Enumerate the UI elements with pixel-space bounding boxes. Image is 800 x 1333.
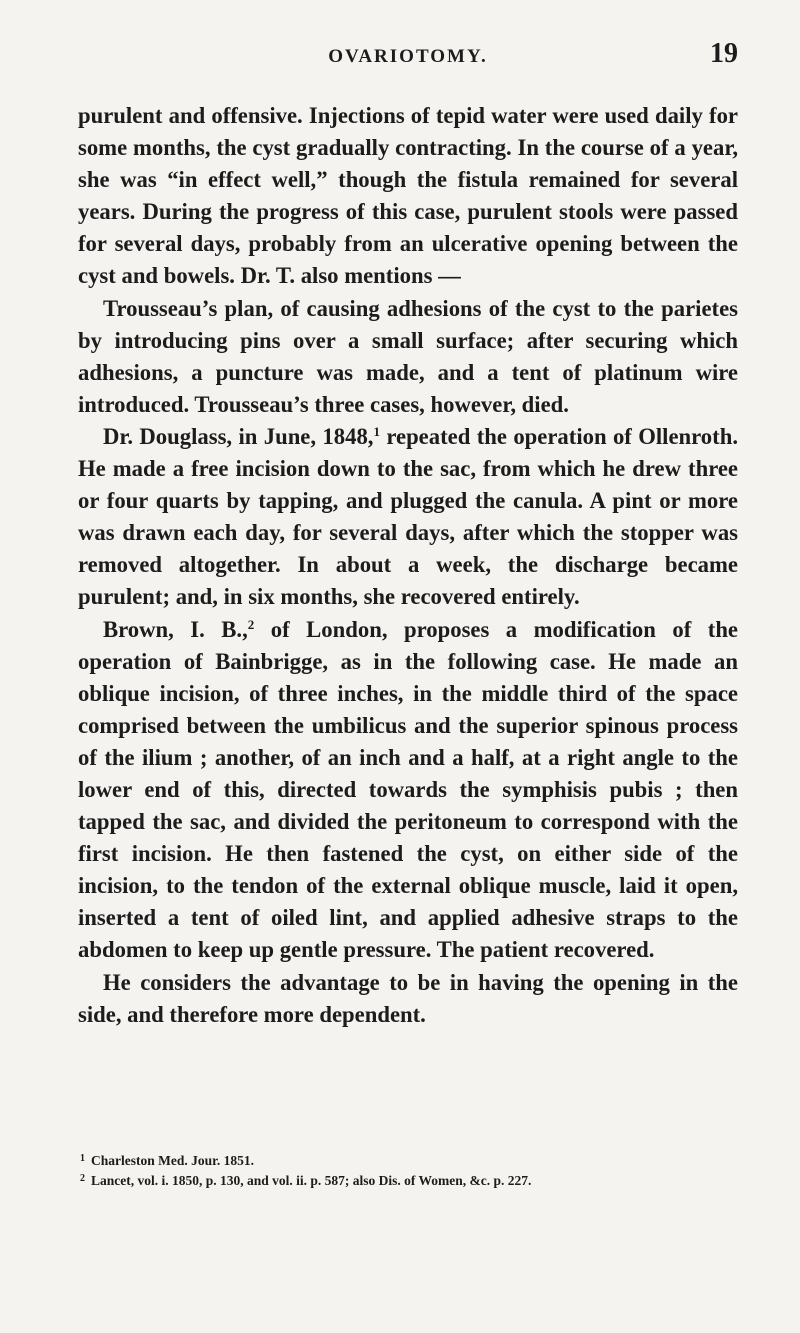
footnotes (80, 1151, 740, 1191)
footnote-mark: 2 (80, 1173, 85, 1184)
footnote-mark: 1 (80, 1153, 85, 1164)
running-head: OVARIOTOMY. (328, 46, 488, 67)
footnote-text: Lancet, vol. i. 1850, p. 130, and vol. ii. p. 587; also Dis. of Women, &c. p. 227. (91, 1173, 532, 1188)
footnote (80, 1171, 740, 1191)
footnote-ref: 2 (247, 616, 255, 632)
paragraph: purulent and offensive. Injections of tepid water were used daily for some months, the cyst gradually contracting. In the course of a year, she was “in effect well,” though the fistula remained for several years. During the progress of this case, purulent stools were passed for several days, probably from an ulcerative opening between the cyst and bowels. Dr. T. also mentions — (78, 103, 738, 289)
footnote-ref: 1 (373, 423, 380, 439)
paragraph-text: of London, proposes a modification of the operation of Bainbrigge, as in the following case. He made an oblique incision, of three inches, in the middle third of the space comprised between the umbilicus and the superior spinous process of the ilium ; another, of an inch and a half, at a right angle to the lower end of this, directed towards the symphisis pubis ; then tapped the sac, and divided the peritoneum to correspond with the first incision. He then fastened the cyst, on either side of the incision, to the tendon of the external oblique muscle, laid it open, inserted a tent of oiled lint, and applied adhesive straps to the abdomen to keep up gentle pressure. The patient recovered. (78, 616, 739, 963)
paragraph-text: Dr. Douglass, in June, 1848, (103, 423, 374, 449)
paragraph-text: repeated the operation of Ollenroth. He made a free incision down to the sac, from which he drew three or four quarts by tapping, and plugged the canula. A pint or more was drawn each day, for several days, after which the stopper was removed altogether. In about a week, the discharge became purulent; and, in six months, she recovered entirely. (78, 423, 738, 610)
paragraph: Trousseau’s plan, of causing adhesions of the cyst to the parietes by introducing pins over a small surface; after securing which adhesions, a puncture was made, and a tent of platinum wire introduced. Trousseau’s three cases, however, died. (78, 295, 738, 417)
paragraph: He considers the advantage to be in having the opening in the side, and therefore more dependent. (78, 969, 738, 1027)
page-number: 19 (710, 38, 738, 69)
paragraph (78, 614, 738, 967)
footnote-text: Charleston Med. Jour. 1851. (91, 1153, 255, 1168)
page-header (78, 38, 738, 78)
paragraph-text: Brown, I. B., (103, 616, 248, 642)
body-text (78, 100, 738, 1031)
paragraph (78, 421, 738, 614)
footnote (80, 1151, 740, 1171)
